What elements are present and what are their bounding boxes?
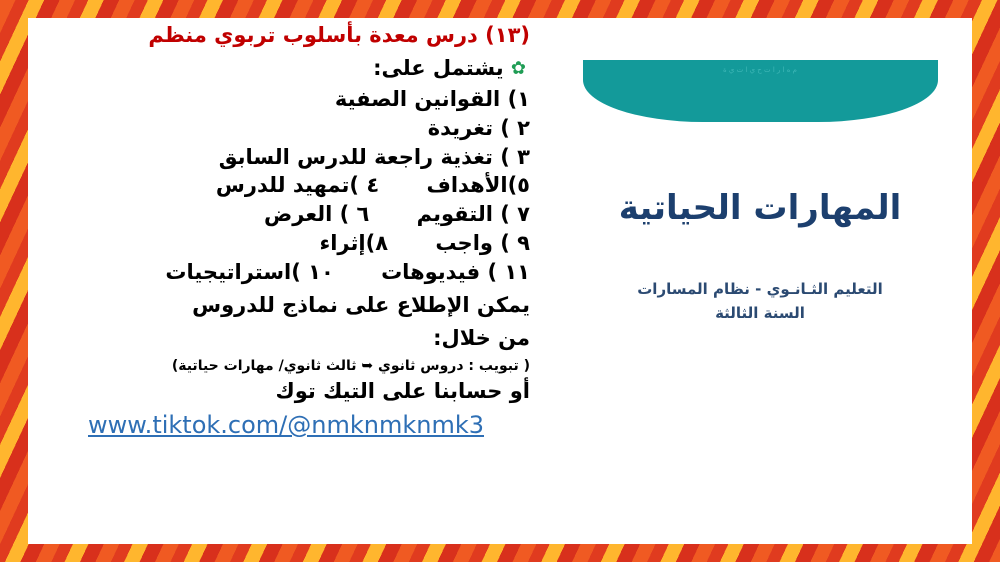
list-item-first: ١) القوانين الصفية [334,86,530,111]
brand-title: المهارات الحياتية [618,188,902,228]
list-item [42,259,530,286]
list-item-first: ٩ ) واجب [435,231,530,256]
list-item-first: ٧ ) التقويم [416,202,530,227]
list-item [42,115,530,142]
list-item-second: ٨)إثراء [319,231,389,256]
tiktok-note: أو حسابنا على التيك توك [275,378,530,403]
subheading-row [42,55,530,82]
gear-icon: ✿ [510,58,526,80]
list-item [42,201,530,228]
list-item-first: ٢ ) تغريدة [427,115,530,140]
list-item-second: ٦ ) العرض [264,202,370,227]
subheading-label: يشتمل على: [373,55,504,80]
list-item-second: ٤ )تمهيد للدرس [215,173,380,198]
brand-subtitle-2: السنة الثالثة [715,304,805,322]
content-panel [42,22,530,441]
brand-panel [550,60,970,440]
list-item [42,230,530,257]
note-line-2: من خلال: [433,325,530,350]
list-item [42,172,530,199]
list-item [42,144,530,171]
brand-subtitle-1: التعليم الثـانـوي - نظام المسارات [637,280,883,298]
list-item-first: ١١ ) فيديوهات [381,260,530,284]
list-item-first: ٣ ) تغذية راجعة للدرس السابق [218,144,530,169]
page-title: (١٣) درس معدة بأسلوب تربوي منظم [148,23,530,47]
teal-swoosh-banner [583,60,938,122]
navigation-path: ( تبويب : دروس ثانوي ➥ ثالث ثانوي/ مهارات حياتية) [171,357,530,374]
tiktok-link[interactable]: www.tiktok.com/@nmknmknmk3 [88,411,484,440]
note-line-1: يمكن الإطلاع على نماذج للدروس [192,292,530,317]
swoosh-label: م ه ا ر ا ت ح ي ا ت ي ة [722,66,798,74]
list-item-second: ١٠ )استراتيجيات [165,260,334,284]
list-item [42,86,530,113]
list-item-first: ٥)الأهداف [426,173,530,198]
